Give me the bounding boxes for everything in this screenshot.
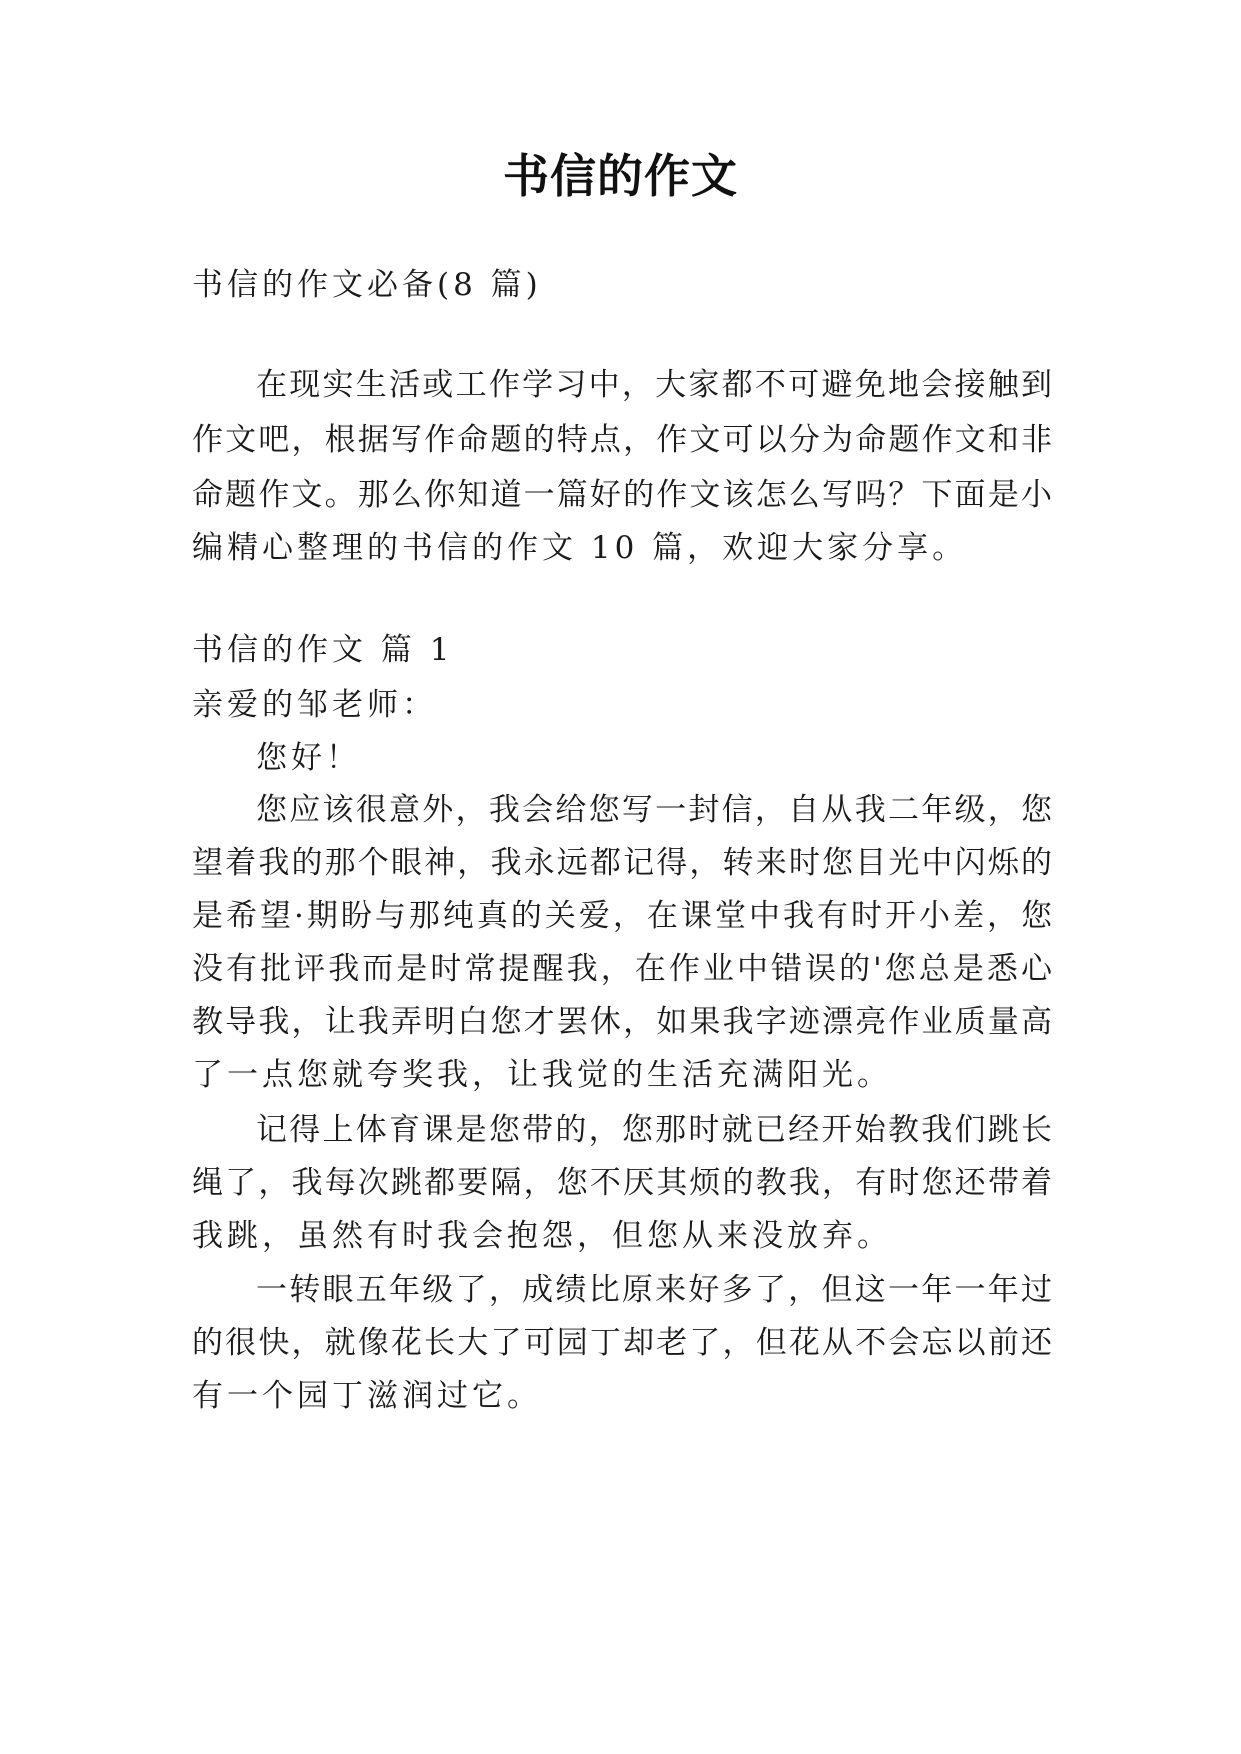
section-heading: 书信的作文 篇 1 <box>192 632 454 668</box>
para1-line-5: 教导我，让我弄明白您才罢休，如果我字迹漂亮作业质量高 <box>192 1004 1052 1040</box>
para1-line-1: 您应该很意外，我会给您写一封信，自从我二年级，您 <box>256 792 1052 828</box>
intro-line-1: 在现实生活或工作学习中，大家都不可避免地会接触到 <box>256 367 1052 403</box>
para1-line-4: 没有批评我而是时常提醒我，在作业中错误的'您总是悉心 <box>192 951 1052 987</box>
intro-line-2: 作文吧，根据写作命题的特点，作文可以分为命题作文和非 <box>192 422 1052 458</box>
intro-line-3: 命题作文。那么你知道一篇好的作文该怎么写吗？下面是小 <box>192 477 1052 513</box>
para3-line-1: 一转眼五年级了，成绩比原来好多了，但这一年一年过 <box>256 1272 1052 1308</box>
para1-line-6: 了一点您就夸奖我，让我觉的生活充满阳光。 <box>192 1057 892 1093</box>
para3-line-3: 有一个园丁滋润过它。 <box>192 1378 542 1414</box>
para2-line-2: 绳了，我每次跳都要隔，您不厌其烦的教我，有时您还带着 <box>192 1165 1052 1201</box>
para1-line-2: 望着我的那个眼神，我永远都记得，转来时您目光中闪烁的 <box>192 845 1052 881</box>
letter-greeting: 您好！ <box>256 740 361 776</box>
para1-line-3: 是希望·期盼与那纯真的关爱，在课堂中我有时开小差，您 <box>192 898 1052 934</box>
letter-salutation: 亲爱的邹老师： <box>192 687 437 723</box>
intro-line-4: 编精心整理的书信的作文 10 篇，欢迎大家分享。 <box>192 530 968 566</box>
document-title: 书信的作文 <box>503 149 738 203</box>
para3-line-2: 的很快，就像花长大了可园丁却老了，但花从不会忘以前还 <box>192 1325 1052 1361</box>
document-subtitle: 书信的作文必备(8 篇) <box>192 267 542 303</box>
para2-line-1: 记得上体育课是您带的，您那时就已经开始教我们跳长 <box>256 1112 1052 1148</box>
para2-line-3: 我跳，虽然有时我会抱怨，但您从来没放弃。 <box>192 1218 892 1254</box>
